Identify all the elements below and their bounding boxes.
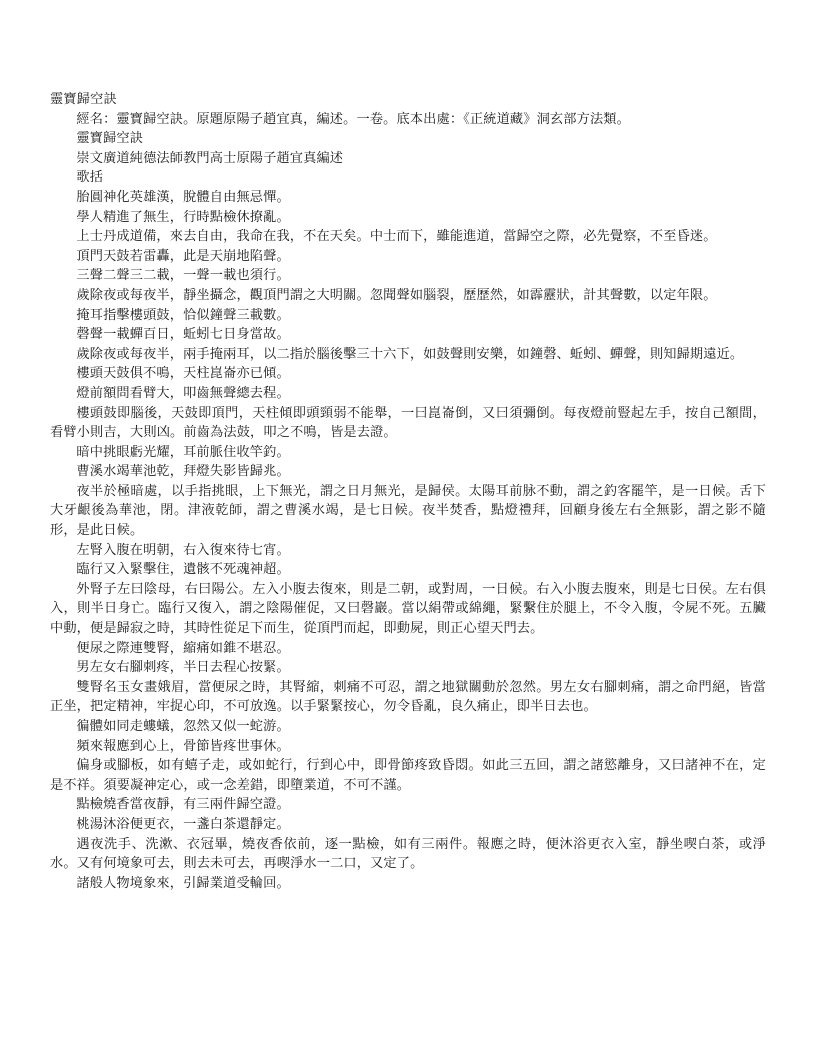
paragraph: 遇夜洗手、洗漱、衣冠畢，燒夜香依前，逐一點檢，如有三兩件。報應之時，便沐浴更衣入室，靜坐喫白茶，或淨水。又有何境象可去，則去未可去，再喫淨水一二口，又定了。 — [50, 836, 766, 872]
page-title: 靈寶歸空訣 — [50, 92, 117, 107]
paragraph: 上士丹成道備，來去自由，我命在我，不在天矣。中士而下，雖能進道，當歸空之際，必先覺察，不至昏迷。 — [76, 229, 717, 245]
document-text-body — [50, 90, 766, 893]
paragraph: 燈前額問看臂大，叩齒無聲總去程。 — [76, 385, 290, 401]
paragraph: 歲除夜或每夜半，兩手掩兩耳，以二指於腦後擊三十六下，如鼓聲則安樂，如鐘磬、蚯蚓、蟬聲，則知歸期遠近。 — [76, 346, 744, 362]
paragraph: 靈寶歸空訣 — [76, 131, 144, 147]
paragraph: 徧體如同走螻蟻，忽然又似一蛇游。 — [76, 719, 290, 734]
paragraph: 樓頭天鼓俱不鳴，天柱崑崙亦已傾。 — [76, 366, 290, 382]
paragraph: 樓頭鼓即腦後，天鼓即頂門，天柱傾即頭頸弱不能舉，一曰崑崙倒，又曰須彌倒。每夜燈前豎起左手，按自己額間，看臂小則吉，大則凶。前齒為法鼓，叩之不鳴，皆是去證。 — [50, 405, 766, 441]
paragraph: 偏身或腳板，如有蟢子走，或如蛇行，行到心中，即骨節疼致昏悶。如此三五回，謂之諸慾離身，又曰諸神不在，定是不祥。須要凝神定心，或一念差錯，即墮業道，不可不謹。 — [50, 758, 766, 793]
paragraph: 雙腎名玉女畫娥眉，當便尿之時，其腎縮，刺痛不可忍，謂之地獄關動於忽然。男左女右腳刺痛，謂之命門絕，皆當正坐，把定精神，牢捉心印，不可放逸。以手緊緊按心，勿令昏亂，良久痛止，即半日去也。 — [50, 679, 766, 715]
paragraph: 三聲二聲三二載，一聲一載也須行。 — [76, 268, 290, 284]
paragraph: 曹溪水竭華池乾，拜燈失影皆歸兆。 — [76, 464, 290, 480]
paragraph: 掩耳指擊樓頭鼓，恰似鐘聲三載數。 — [76, 307, 290, 323]
paragraph: 崇文廣道純德法師教門高士原陽子趙宜真編述 — [76, 150, 344, 166]
paragraph: 胎圓神化英雄漢，脫體自由無忌憚。 — [76, 189, 290, 205]
paragraph: 歌括 — [76, 170, 104, 186]
paragraph: 經名：靈寶歸空訣。原題原陽子趙宜真，編述。一卷。底本出處：《正統道藏》洞玄部方法類。 — [76, 111, 630, 127]
paragraph: 頂門天鼓若雷轟，此是天崩地陷聲。 — [76, 248, 290, 264]
paragraph: 男左女右腳刺疼，半日去程心按緊。 — [76, 660, 290, 676]
paragraph: 暗中挑眼虧光耀，耳前脈住收竿釣。 — [76, 444, 290, 460]
paragraph: 夜半於極暗處，以手指挑眼，上下無光，謂之日月無光，是歸侯。太陽耳前脉不動，謂之釣客罷竿，是一日候。舌下大牙齦後為華池，閉。津液乾師，謂之曹溪水竭，是七日候。夜半焚香，點燈禮拜，回顧身後左右全無影，謂之影不隨形，是此日候。 — [50, 483, 766, 539]
paragraph: 臨行又入緊擊住，遺骸不死魂神超。 — [76, 562, 290, 578]
paragraph: 學人精進了無生，行時點檢休撩亂。 — [76, 209, 290, 225]
paragraph: 外腎子左曰陰母，右曰陽公。左入小腹去復來，則是二朝，或對周，一日候。右入小腹去腹來，則是七日侯。左右俱入，則半日身亡。臨行又復入，謂之陰陽催促，又曰磬巖。當以絹帶或綿繩，緊繫住於腿上，不令入腹，令屍不死。五臟中動，便是歸寂之時，其時性從足下而生，從頂門而起，即動屍，則正心望天門去。 — [50, 581, 766, 637]
paragraph: 諸般人物境象來，引歸業道受輪回。 — [76, 875, 290, 891]
paragraph: 便尿之際連雙腎，縮痛如錐不堪忍。 — [76, 640, 290, 656]
paragraph: 點檢燒香當夜靜，有三兩件歸空證。 — [76, 797, 290, 813]
paragraph: 頻來報應到心上，骨節皆疼世事休。 — [76, 738, 290, 754]
paragraph: 左腎入腹在明朝，右入復來待七宵。 — [76, 542, 290, 558]
paragraph: 磬聲一載蟬百日，蚯蚓七日身當故。 — [76, 327, 290, 343]
paragraph: 歲除夜或每夜半，靜坐攝念，觀頂門謂之大明關。忽聞聲如腦裂，歷歷然，如霹靂狀，計其聲數，以定年限。 — [76, 287, 717, 303]
paragraph: 桃湯沐浴便更衣，一盞白茶還靜定。 — [76, 816, 290, 832]
